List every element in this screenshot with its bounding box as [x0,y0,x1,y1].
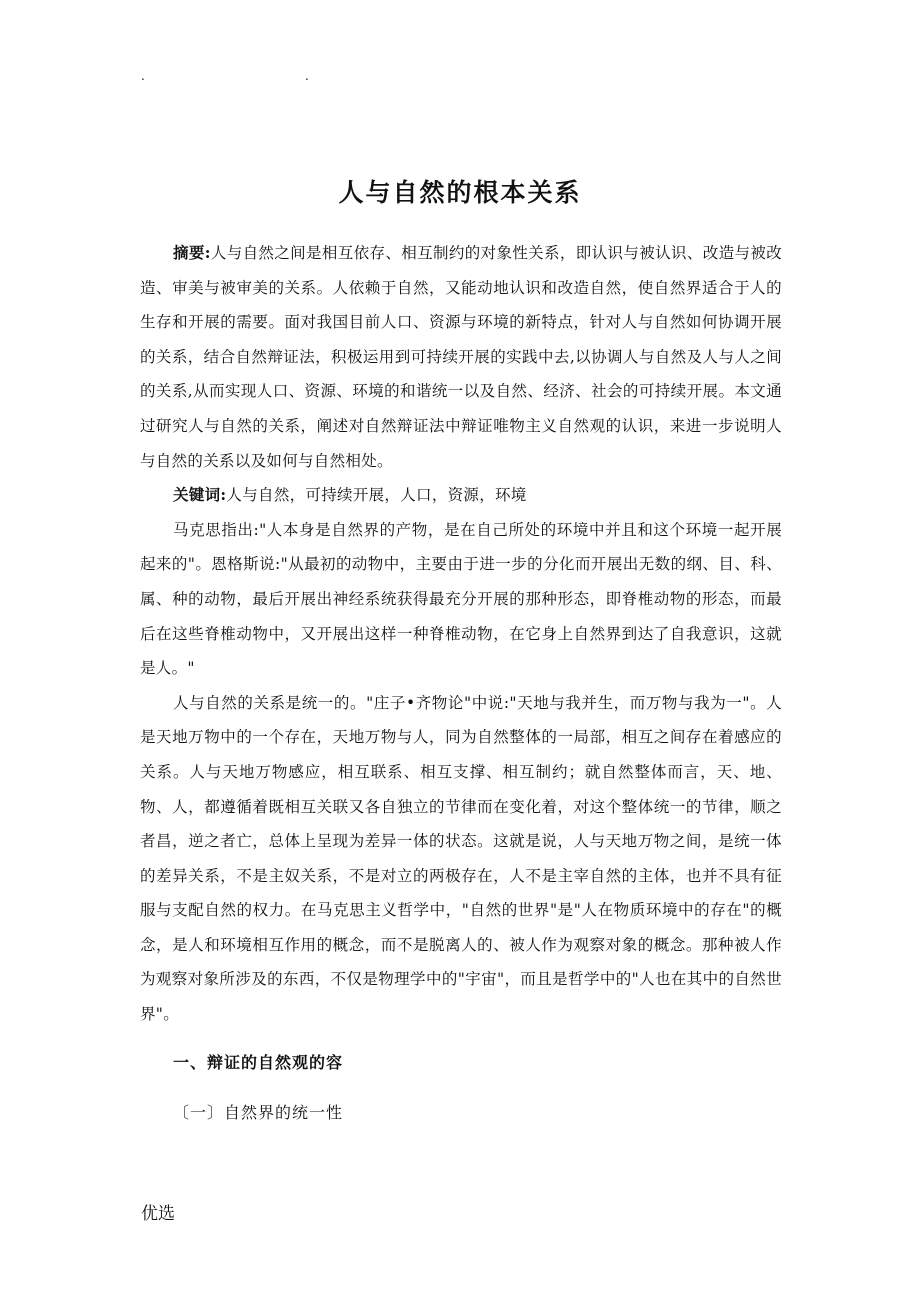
body-paragraph-unity: 人与自然的关系是统一的。"庄子•齐物论"中说:"天地与我并生，而万物与我为一"。人是天地万物中的一个存在，天地万物与人，同为自然整体的一局部，相互之间存在着感应的关系。人与天地万物感应，相互联系、相互支撑、相互制约；就自然整体而言，天、地、物、人，都遵循着既相互关联又各自独立的节律而在变化着，对这个整体统一的节律，顺之者昌，逆之者亡，总体上呈现为差异一体的状态。这就是说，人与天地万物之间，是统一体的差异关系，不是主奴关系，不是对立的两极存在，人不是主宰自然的主体，也并不具有征服与支配自然的权力。在马克思主义哲学中，"自然的世界"是"人在物质环境中的存在"的概念，是人和环境相互作用的概念，而不是脱离人的、被人作为观察对象的概念。那种被人作为观察对象所涉及的东西，不仅是物理学中的"宇宙"，而且是哲学中的"人也在其中的自然世界"。 [140,693,782,1024]
keywords-paragraph [140,478,782,513]
document-title: 人与自然的根本关系 [338,177,582,207]
body-paragraph-marx: 马克思指出:"人本身是自然界的产物，是在自己所处的环境中并且和这个环境一起开展起来的"。恩格斯说:"从最初的动物中，主要由于进一步的分化而开展出无数的纲、目、科、属、种的动物，最后开展出神经系统获得最充分开展的那种形态，即脊椎动物的形态，而最后在这些脊椎动物中，又开展出这样一种脊椎动物，在它身上自然界到达了自我意识，这就是人。" [140,520,782,678]
keywords-text: 人与自然，可持续开展，人口，资源，环境 [226,486,527,505]
subsection-heading: 〔一〕自然界的统一性 [173,1102,344,1122]
section-heading: 一、辩证的自然观的容 [173,1052,344,1072]
keywords-label: 关键词: [173,485,227,505]
abstract-label: 摘要: [173,243,211,262]
header-dot-left: . [141,69,145,83]
abstract-text: 人与自然之间是相互依存、相互制约的对象性关系，即认识与被认识、改造与被改造、审美与被审美的关系。人依赖于自然，又能动地认识和改造自然，使自然界适合于人的生存和开展的需要。面对我国目前人口、资源与环境的新特点，针对人与自然如何协调开展的关系，结合自然辩证法，积极运用到可持续开展的实践中去,以协调人与自然及人与人之间的关系,从而实现人口、资源、环境的和谐统一以及自然、经济、社会的可持续开展。本文通过研究人与自然的关系，阐述对自然辩证法中辩证唯物主义自然观的认识，来进一步说明人与自然的关系以及如何与自然相处。 [140,244,782,470]
abstract-paragraph [140,236,782,478]
header-dot-right: . [305,69,309,83]
page-footer: 优选 [141,1204,175,1224]
document-body [140,236,782,1130]
